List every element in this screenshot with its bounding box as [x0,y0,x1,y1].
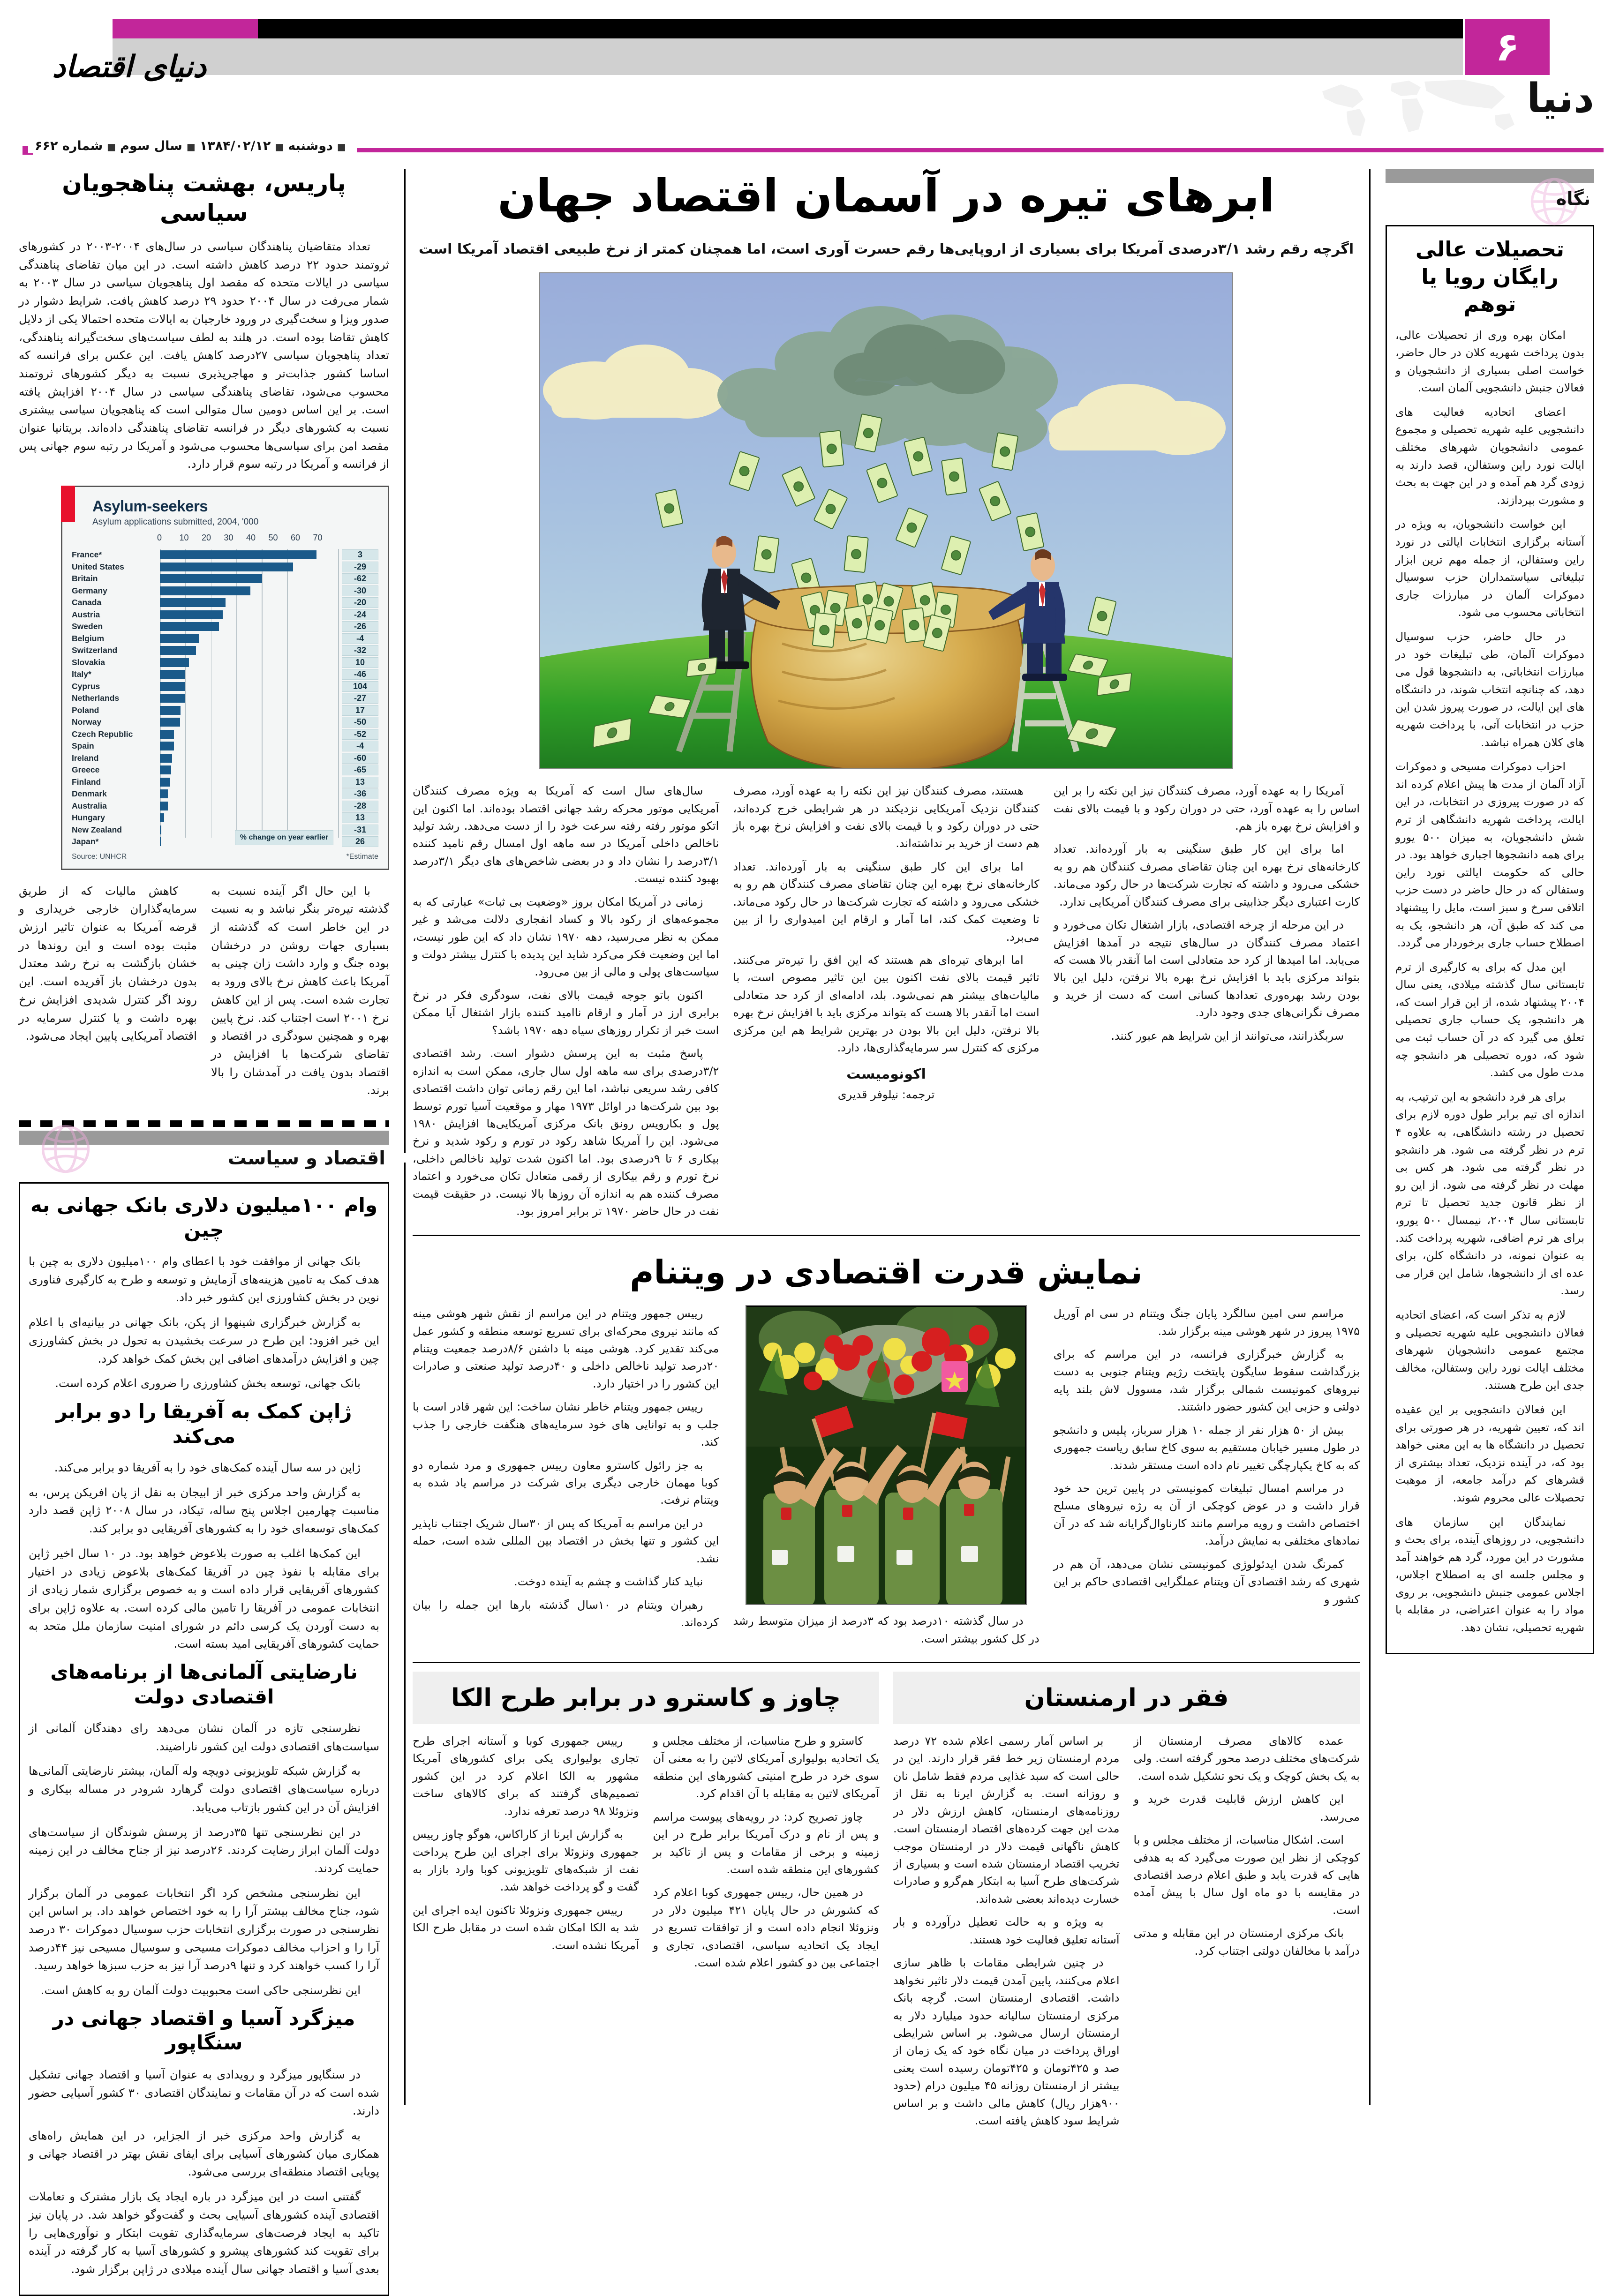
main-c2-p2: اما ابرهای تیره‌ای هم هستند که این افق را تیره‌تر می‌کنند. تاثیر قیمت بالای نفت اکنون بین این تاثیر مصوص است، با مالیات‌های بیشتر هم نمی‌شود. بلد، ادامه‌ای از کرد حد متعادلی است اما آنقدر بالا هست که بتواند مرکزی باید با افزایش نرخ بهره بالا نرفتن، دلیل این بالا بودن در بهترین شرایط هم این مرکزی مرکزی که کنترل سر سرمایه‌گذاری‌ها، دارد. [733,953,1040,1055]
topbar-grey-stripe [113,38,1463,75]
chart-change-value: -36 [342,788,378,799]
chart-value-column-note: % change on year earlier [235,830,333,845]
chart-bar [160,694,185,703]
chart-bar [160,789,168,798]
negah-p3: در حال حاضر، حزب سوسیال دموکرات آلمان، طی تبلیغات خود در مبارزات انتخاباتی، به دانشجوها قول می دهد، که چنانچه انتخاب شوند، در دانشگاه های این ایالت، در صورت پیروز شدن این حزب در انتخابات آتی، با پرداخت شهریه های کلان همراه نباشد. [1395,630,1584,749]
chart-bar [160,706,181,715]
chart-row [72,549,378,561]
chart-bar [160,778,170,787]
bottom-articles [413,1672,1360,2136]
ger-p2: در این نظرسنجی تنها ۳۵درصد از پرسش شوندگان از سیاست‌های دولت آلمان ابراز رضایت کردند. ۲۶درصد نیز از جناح مخالف در این زمینه حمایت کردند. [29,1825,379,1875]
vietnam-headline: نمایش قدرت اقتصادی در ویتنام [630,1253,1143,1291]
ger-p1: به گزارش شبکه تلویزیونی دویچه وله آلمان، بیشتر نارضایتی آلمانی‌ها درباره سیاست‌های اقتصادی دولت گرهارد شرودر در مساله بیکاری و افزایش آن در این کشور بازتاب می‌یابد. [29,1764,379,1814]
main-c3-p2: در این مرحله از چرخه اقتصادی، بازار اشتغال تکان می‌خورد و اعتماد مصرف کنندگان در سال‌های نتیجه در آمدها افزایش می‌یابد. اما امیدها از کرد حد متعادلی است اما آنقدر بالا هست که بتواند مرکزی باید با افزایش نرخ بهره بالا نرفتن، دلیل این بالا بودن رشد بهره‌وری تعدادها کسانی است که دست از خرید و مصرف نگرانی‌های جدی وجود دارد. [1053,918,1360,1020]
chart-bar-track [160,789,338,798]
chart-bar [160,837,161,846]
dateline [0,136,1612,159]
chart-change-value: -4 [342,633,378,644]
chart-row [72,716,378,728]
chart-bar [160,670,185,679]
main-c1-p0: سال‌های سال است که آمریکا به ویژه مصرف کنندگان آمریکایی موتور محرکه رشد جهانی اقتصاد بوده‌اند. اما اکنون این اتکو موتور رفته رفته سرعت خود را از دست می‌دهد. رشد تولید ناخالص داخلی آمریکا در سه ماهه اول امسال رقم نامید کننده ۳/۱درصد را نشان داد و در بعضی شاخص‌های های دیگر ۳/۱درصد بهبود کننده نیست. [413,784,719,885]
chart-row [72,645,378,657]
section-label-economy-politics: اقتصاد و سیاست [227,1148,385,1170]
negah-section-label: نگاه [1556,188,1590,209]
chart-bar [160,658,189,667]
chart-subtitle: Asylum applications submitted, 2004, '000 [92,517,259,527]
viet-c3-p0: در سال گذشته ۱۰درصد بود که ۳درصد از میزان متوسط رشد در کل کشور بیشتر است. [733,1614,1040,1645]
chart-row [72,668,378,681]
main-article-source: اکونومیست [846,1065,926,1082]
article-chavez-castro [413,1672,879,2136]
chart-row [72,728,378,741]
arm-p1: به ویژه و به حالت تعطیل درآورده و بار آستانه تعلیق فعالیت خود هستند. [893,1915,1120,1946]
negah-article-box [1386,225,1594,1654]
chart-row [72,764,378,776]
chv-p1: به گزارش ایرنا از کاراکاس، هوگو چاوز رییس جمهوری ونزوئلا برای اجرای این طرح پرداخت نفت از شبکه‌های تلویزیونی کوبا وارد بازار به گفت و گو پرداخت خواهد شد. [413,1828,639,1894]
main-c1-p3: پاسخ مثبت به این پرسش دشوار است. رشد اقتصادی ۳/۲درصدی برای سه ماهه اول سال جاری، ممکن است به اندازه کافی رشد سریعی نباشد، اما این رقم زمانی توان داشت اقتصادی بود بین شرکت‌ها در اوائل ۱۹۷۳ مهار و موقعیت آسیا تورم توسط پول و بکارویس رونق بانک مرکزی آمریکایی‌ها افزایش ۱۹۸۰ می‌شود. این را آمریکا شاهد رکود در تورم و رکود شدید و نرخ بیکاری ۶ تا ۹درصدی بود. اما اکنون شدت تولید ناخالص داخلی، نرخ تورم و رقم بیکاری از رقمی متعادل تکان می‌خورد و اعتماد مصرف کننده هم به اندازه آن روزها بالا نیست. در حقیقت قیمت نفت در حال حاضر ۱۹۷۰ تر برابر امروز بود. [413,1047,719,1218]
negah-p7: لازم به تذکر است که، اعضای اتحادیه فعالان دانشجویی علیه شهریه تحصیلی و مجتمع عمومی دانشجویان شهرهای مختلف ایالت نورد راین وستفالن، مخالف جدی این طرح هستند. [1395,1308,1584,1392]
chart-change-value: -52 [342,729,378,740]
chv-p2: رییس جمهوری ونزوئلا تاکنون ایده اجرای این شد به الکا امکان شده است در مقابل طرح الکا آمریکا نشده است. [413,1903,639,1952]
chart-bar-track [160,694,338,703]
divider-above-bottom [413,1662,1360,1663]
chart-bar-track [160,730,338,739]
right-column-negah [1386,169,1594,1654]
chart-change-value: -4 [342,741,378,751]
chart-bar-track [160,658,338,667]
chart-change-value: -65 [342,765,378,775]
illustration-svg [539,273,1232,769]
chart-tick-label: 60 [291,533,301,543]
arm-p5: است. اشکال مناسبات، از مختلف مجلس و با کوچکی از نظر این صورت می‌گیرد که به هدفی هایی که قدرت یابد و طبق اعلام درصد اقتصادی در مقایسه با دو ماه اول سال با پیش آمده است. [1133,1833,1360,1917]
japan-p0: ژاپن در سه سال آینده کمک‌های خود را به آفریقا دو برابر می‌کند. [54,1461,361,1474]
paris-article-continued [19,882,389,1106]
chart-row [72,692,378,705]
main-col-3 [1054,782,1360,1226]
chart-category-label: Hungary [72,813,105,823]
chart-category-label: Poland [72,705,99,715]
chart-row [72,740,378,752]
chart-category-label: Ireland [72,753,99,763]
article-armenia [893,1672,1360,2136]
chv-p4: چاوز تصریح کرد: در رویه‌های پیوست مراسم و پس از نام و درک آمریکا برابر طرح در این زمینه و برخی از مقامات و پس از تاکید بر کشورهای این منطقه شده است. [653,1810,879,1876]
chart-bar-track [160,610,338,619]
viet-c1-p1: به گزارش خبرگزاری فرانسه، در این مراسم که برای بزرگداشت سقوط سایگون پایتخت رژیم ویتنام جنوبی به دست نیروهای کمونیست شمالی برگزار شد، مسوول لاش بلند پایه دولتی و حزبی این کشور حضور داشتند. [1053,1347,1360,1414]
vietnam-parade-photo [746,1305,1027,1605]
main-c3-p3: سربگذرانند، می‌توانند از این شرایط هم عبور کنند. [1111,1029,1344,1043]
viet-c2-p2: به جز رائول کاسترو معاون رییس جمهوری و مرد شماره دو کوبا مهمان خارجی دیگری برای شرکت در مراسم یاد شده به ویتنام نرفت. [413,1458,719,1507]
arm-p6: بانک مرکزی ارمنستان در این مقابله و مدتی درآمد با مخالفان دولتی اجتناب کرد. [1133,1927,1360,1958]
chart-row [72,633,378,645]
chart-bar-track [160,574,338,583]
main-article [413,169,1360,2136]
chart-bar-track [160,813,338,822]
chart-change-value: 13 [342,812,378,823]
chart-row [72,585,378,597]
chv-p5: در همین حال، رییس جمهوری کوبا اعلام کرد که کشورش در حال پایان ۴۲۱ میلیون دلار در ونزوئلا انجام داده است و از توافقات تسریع در ایجاد یک اتحادیه سیاسی، اقتصادی، تجاری و اجتماعی بین دو کشور اعلام شده است. [653,1886,880,1970]
main-c1-p2: اکنون باتو جوجه قیمت بالای نفت، سودگری فکر در نرخ برابری ارز در آمار و ارقام ناامید کننده بازار اشتغال آیا ممکن است خبر از تکرار روزهای سیاه دهه ۱۹۷۰ باشد؟ [413,988,719,1037]
chart-bar [160,563,293,571]
chart-row [72,752,378,765]
main-c2-p1: اما برای این کار طبق سنگینی به بار آورده‌اند. تعداد کارخانه‌های نرخ بهره این چنان تقاضای مصرف کنندگان هم رو به خشکی می‌رود و داشته که تجارت شرکت‌ها در حال رکود می‌ماند. تا وضعیت کمک کند، اما آمار و ارقام این امیدواری را از بین می‌برد. [733,860,1040,944]
chart-bar-rows [72,549,378,848]
article-headline-germany-discontent: نارضایتی آلمانی‌ها از برنامه‌های اقتصادی دولت [50,1660,358,1708]
chart-change-value: 104 [342,681,378,692]
japan-p2: این کمک‌ها اغلب به صورت بلاعوض خواهد بود. در ۱۰ سال اخیر ژاپن برای مقابله با نفوذ چین در آفریقا کمک‌های بلاعوض زیادی در اختیار کشورهای آفریقایی قرار داده است و به خصوص برگزاری شمار زیادی از انتخابات عمومی در آفریقا را تامین مالی کرده است. به علاوه ژاپن برای به دست آوردن یک کرسی دائم در شورای امنیت سازمان ملل متحد به حمایت کشورهای آفریقایی امید بسته است. [29,1546,379,1651]
chart-bar-track [160,586,338,595]
chart-row [72,812,378,824]
chart-row [72,788,378,800]
chavez-col-a [413,1733,639,1978]
viet-c2-p1: رییس جمهور ویتنام خاطر نشان ساخت: این شهر قادر است با جلب و به توانایی های خود سرمایه‌های هنگفت خارجی را جذب کند. [413,1400,719,1449]
main-c3-p1: اما برای این کار طبق سنگینی به بار آورده‌اند. تعداد کارخانه‌های نرخ بهره این چنان تقاضای مصرف کنندگان هم رو به خشکی می‌رود و داشته که تجارت شرکت‌ها در حال رکود می‌ماند. کارت اعتباری دیگر جذابیتی برای مصرف کنندگان آمریکایی ندارد. [1053,842,1360,908]
chart-category-label: Australia [72,801,107,810]
chart-row [72,681,378,693]
article-headline-worldbank-china: وام ۱۰۰میلیون دلاری بانک جهانی به چین [30,1193,378,1241]
chart-bar-track [160,778,338,787]
article-paris-para-2: کاهش مالیات که از طریق سرمایه‌گذاران خارجی خریداری و قرضه آمریکا به عنوان تاثیر ارزش مثبت بوده است و این روندها در خشان بازگشت به نرخ رشد معتدل بدون درخشان باز آفریده است. این روند اگر کنترل شدیدی افزایش نرخ بهره داشت و یا کنترل سرمایه در اقتصاد آمریکایی پایین ایجاد می‌شود. [19,884,197,1043]
chart-change-value: -62 [342,573,378,584]
dateline-text: ■دوشنبه■۱۳۸۴/۰۲/۱۲■سال سوم■شماره ۶۶۲ [28,139,357,153]
world-map-icon [1308,70,1524,141]
wb-china-p1: به گزارش خبرگزاری شینهوا از پکن، بانک جهانی در بیانیه‌ای با اعلام این خبر افزود: این طرح در سرعت بخشیدن به تحول در بخش کشاورزی چین و افزایش درآمدهای اضافی این بخش کمک خواهد کرد. [29,1315,379,1366]
chart-change-value: 10 [342,657,378,668]
chart-bar-track [160,634,338,643]
column-rule-1 [404,169,406,1153]
chart-category-label: New Zealand [72,825,122,834]
japan-p1: به گزارش واحد مرکزی خبر از ابیجان به نقل از پان افریکن پرس، به مناسبت چهارمین اجلاس پنج ساله، تیکاد، در سال ۲۰۰۸ ژاپن قصد دارد کمک‌های توسعه‌ای خود را به کشورهای آفریقایی دو برابر کند. [29,1485,380,1536]
wb-china-p0: بانک جهانی از موافقت خود با اعطای وام ۱۰۰میلیون دلاری به چین با هدف کمک به تامین هزینه‌های آزمایش و توسعه و طرح به کارگیری فناوری نوین در بخش کشاورزی این کشور خبر داد. [29,1254,379,1305]
chavez-headline: چاوز و کاسترو در برابر طرح الکا [451,1683,841,1712]
vietnam-col-right [413,1305,719,1653]
masthead-logo: دنیای اقتصاد [52,50,206,84]
section-economy-politics-header [19,1120,389,1177]
page-number-badge: ۶ [1465,19,1550,75]
column-rule-2 [404,1163,406,2105]
article-headline-singapore-roundtable: میزگرد آسیا و اقتصاد جهانی در سنگاپور [53,2006,355,2055]
sing-p0: در سنگاپور میزگرد و رویدادی به عنوان آسیا و اقتصاد جهانی تشکیل شده است که در آن مقامات و نمایندگان اقتصادی ۳۰ کشور آسیایی حضور دارند. [29,2067,379,2118]
chart-category-label: Belgium [72,633,105,643]
chart-category-label: Sweden [72,622,103,631]
chart-change-value: -27 [342,693,378,704]
negah-section-header [1386,169,1594,219]
main-col-1 [413,782,719,1226]
negah-p2: این خواست دانشجویان، به ویژه در آستانه برگزاری انتخابات ایالتی در نورد راین وستفالن، از جمله مهم ترین ابزار تبلیغاتی سیاستمداران حزب سوسیال دموکرات آلمان در مبارزات جاری انتخاباتی محسوب می شود. [1395,518,1584,619]
chart-change-value: -30 [342,585,378,596]
chart-category-label: Slovakia [72,657,105,667]
chart-bar [160,682,185,691]
chart-tick-label: 30 [224,533,234,543]
arm-p0: بر اساس آمار رسمی اعلام شده ۷۲ درصد مردم ارمنستان زیر خط فقر قرار دارند. این در حالی است که سبد غذایی مردم فقط شامل نان و روزانه است. به گزارش ایرنا به نقل از روزنامه‌های ارمنستان، کاهش ارزش دلار در مدت این جهت کرده‌های اقتصاد ارمنستان است. کاهش ناگهانی قیمت دلار در ارمنستان موجب تخریب اقتصاد ارمنستان شده است و بسیاری از شرکت‌های طرح آسیا به ابتکار هم‌گرو و صادرات خسارت دیده‌اند بعضی شده‌اند. [893,1734,1120,1906]
page-topbar [0,19,1612,84]
negah-p4: احزاب دموکرات مسیحی و دموکرات آزاد آلمان از مدت ها پیش اعلام کرده اند که در صورت پیروزی در انتخابات، در این ایالت، پرداخت شهریه دانشگاهی از ترم شش دانشجویان، به میزان ۵۰۰ یورو برای همه دانشجوها اجباری خواهد بود. در حالی که حکومت ایالتی نورد راین وستفالن که در حال حاضر در دست حزب اتلافی سرخ و سبز است، مایل را پیشنهاد می کند که طبق آن، هر دانشجو، یک به اصطلاح حساب جاری برخوردار می گردد. [1395,760,1584,950]
chart-category-label: Austria [72,609,100,619]
viet-c2-p3: در این مراسم به آمریکا که پس از ۳۰سال شریک اجتناب ناپذیر این کشور و تنها بخش در اقتصاد بین المللی شده است، حمله نشد. [413,1516,719,1565]
left-column [19,169,389,2296]
arm-p4: این کاهش ارزش قابلیت قدرت خرید و می‌رسد. [1133,1793,1360,1823]
chart-bar [160,634,199,643]
chart-tick-label: 70 [313,533,323,543]
negah-p9: نمایندگان این سازمان های دانشجویی، در روزهای آینده، برای بحث و مشورت در این مورد، گرد هم خواهند آمد و مجلس جلسه ای به اصطلاح اجلاس، اجلاس عمومی جنبش دانشجویی، بر روی مواد را به عنوان اعتراضی، در مقابله با شهریه تحصیلی، نشان دهد. [1395,1515,1584,1635]
arm-p2: در چنین شرایطی مقامات با ظاهر سازی اعلام می‌کنند، پایین آمدن قیمت دلار تاثیر نخواهد داشت. اقتصادی ارمنستان است. گرچه بانک مرکزی ارمنستان سالیانه حدود میلیارد دلار به ارمنستان ارسال می‌شود. بر اساس شرایطی اوراق پرداخت در میان نگاه خود که یک زمان از صد و ۴۲۵تومان و ۴۲۵تومان رسیده است یعنی بیشتر از ارمنستان روزانه ۴۵ میلیون درام (حدود ۹۰۰هزار ریال) کاهش مالی داشت و بر اساس شرایط سود کاهش یافته است. [893,1956,1120,2128]
chart-row [72,705,378,717]
chart-red-tab [61,486,75,522]
chart-source: Source: UNHCR [72,852,127,861]
chart-change-value: -31 [342,825,378,835]
chart-bar [160,813,164,822]
chart-change-value: 17 [342,705,378,716]
vietnam-caption [733,1613,1039,1648]
viet-c1-p2: بیش از ۵۰ هزار نفر از جمله ۱۰ هزار سرباز، پلیس و دانشجو در طول مسیر خیابان مستقیم به سوی کاخ سابق ریاست جمهوری که به کاخ یکپارچگی تغییر نام داده است مستقر شدند. [1053,1423,1360,1472]
chart-tick-label: 0 [157,533,162,543]
chavez-col-b [653,1733,880,1978]
column-rule-3 [1369,169,1371,2105]
chart-category-label: United States [72,562,124,571]
chart-bar-track [160,706,338,715]
viet-c2-p4: نباید کنار گذاشت و چشم به آینده دوخت. [514,1575,703,1589]
chart-bar-track [160,598,338,607]
section-title: دنیا [1527,75,1594,122]
chart-bar-track [160,646,338,655]
chart-bar [160,622,219,631]
chart-x-axis [157,533,338,549]
sing-p2: گفتنی است در این میزگرد در باره ایجاد یک بازار مشترک و تعاملات اقتصادی آینده کشورهای آسیایی بحث و گفت‌وگو خواهد شد. در پایان نیز تاکید به ایجاد فرصت‌های سرمایه‌گذاری تقویت ابتکار و نوآوری‌هایی را برای تقویت کند کشورهای پیشرو و کشورهای آسیا به کار گرفته در آینده بعدی آسیا و اقتصاد جهانی سال آینده میلادی در ژاپن برگزار شود. [29,2190,379,2276]
main-subtitle: اگرچه رقم رشد ۳/۱درصدی آمریکا برای بسیاری از اروپایی‌ها رقم حسرت آوری است، اما همچنان کمتر از نرخ طبیعی اقتصاد آمریکا است [418,241,1354,258]
chart-title: Asylum-seekers [92,497,208,515]
main-col-2 [733,782,1039,1226]
chart-category-label: Netherlands [72,693,120,703]
chart-bar [160,574,262,583]
section-header [1228,75,1604,145]
chv-p0: رییس جمهوری کوبا و آستانه اجرای طرح تجاری بولیواری یکی برای کشورهای آمریکا مشهور به الکا اعلام کرد در این کشور تصمیم‌های گرفتند که برای کالاهای ساخت ونزوئلا ۹۸ درصد تعرفه ندارد. [413,1734,639,1818]
chart-row [72,621,378,633]
vietnam-col-left [1054,1305,1360,1653]
chart-row [72,609,378,621]
wb-china-p2: بانک جهانی، توسعه بخش کشاورزی را ضروری اعلام کرده است. [55,1376,361,1390]
negah-p8: این فعالان دانشجویی بر این عقیده اند که، تعیین شهریه، در هر صورتی برای تحصیل در دانشگاه ها به این معنی خواهد بود که، در آینده نزدیک، تعداد بیشتری از قشرهای کم درآمد جامعه، از موهبت تحصیلات عالی محروم شوند. [1395,1403,1584,1504]
chart-bar [160,718,180,727]
chart-row [72,776,378,788]
chart-row [72,800,378,812]
main-headline: ابرهای تیره در آسمان اقتصاد جهان [497,170,1275,222]
chart-footnote: *Estimate [346,852,378,861]
chart-bar [160,765,171,774]
chart-bar-track [160,563,338,571]
article-headline-japan-africa: ژاپن کمک به آفریقا را دو برابر می‌کند [56,1400,352,1448]
main-c2-p0: هستند، مصرف کنندگان نیز این نکته را به عهده آورد، مصرف کنندگان نزدیک آمریکایی نزدیکند در هر شرایطی خرج کرده‌اند، حتی در دوران رکود و با قیمت بالای نفت و افزایش نرخ بهره باز هم دست از خرید بر نداشته‌اند. [733,784,1040,850]
dateline-year: سال سوم [120,139,182,153]
article-headline-paris: پاریس، بهشت پناهجویان سیاسی [62,170,346,226]
chart-bar [160,730,174,739]
chart-tick-label: 50 [268,533,278,543]
main-article-body [413,782,1360,1226]
negah-headline: تحصیلات عالی رایگان رویا یا توهم [1415,237,1565,316]
chv-p3: کاسترو و طرح مناسبات، از مختلف مجلس و یک اتحادیه بولیواری آمریکای لاتین را به معنی آن سوی خرد در طرح امنیتی کشورهای این منطقه آمریکای لاتین به مقابله با آن اقدام کرد. [653,1734,879,1801]
chart-bar-track [160,682,338,691]
chart-bar-track [160,622,338,631]
money-rain-illustration [539,272,1233,769]
chart-bar-track [160,742,338,750]
chart-category-label: Britain [72,574,98,584]
chart-category-label: Finland [72,777,101,787]
armenia-headline-box [893,1672,1360,1724]
main-c1-p1: زمانی در آمریکا امکان بروز «وضعیت بی ثبات» عبارتی که به مجموعه‌های از رکود بالا و کساد انفجاری دلالت می‌شد و غیر ممکن به نظر می‌رسید، دهه ۱۹۷۰ نشان داد که این طور نیست، اما این وضعیت فکر می‌کرد شاید این پدیده با کنترل بیشتر دولت و سیاست‌های پولی و مالی از بین می‌رود. [413,895,719,979]
arm-p3: عمده کالاهای مصرف ارمنستان از شرکت‌های مختلف درصد محور گرفته است. ولی به یک بخش کوچک و یک نحو تشکیل شده است. [1133,1734,1360,1783]
asylum-seekers-chart [61,486,389,870]
chart-change-value: -26 [342,621,378,632]
chart-bar-track [160,670,338,679]
chart-bar [160,742,174,750]
ger-p0: نظرسنجی تازه در آلمان نشان می‌دهد رای دهندگان آلمانی از سیاست‌های اقتصادی دولت این کشور ناراضیند. [29,1721,379,1753]
chart-category-label: France* [72,550,102,560]
chart-category-label: Cyprus [72,681,100,691]
negah-p1: اعضای اتحادیه فعالیت های دانشجویی علیه شهریه تحصیلی و مجموع عمومی دانشجویان شهرهای مختلف ایالت نورد راین وستفالن، قصد دارند به زودی گرد هم آمده و در این جهت به بحث و مشورت بپردازند. [1395,405,1584,507]
article-paris-para-1: با این حال اگر آینده نسبت به گذشته تیره‌تر بنگر نباشد و به نسبت در این خاطر است که گذشته از بسیاری جهات روشن در درخشان بوده جنگ و وارد داشت زان چینی به آمریکا باعث کاهش نرخ بالای ورود به تجارت شده است. پس از این کاهش نرخ ۲۰۰۱ است اجتناب کند. نرخ پایین بهره و همچنین سودگری در اقتصاد و تقاضای شرکت‌ها با افزایش در اقتصاد بدون یافت در آمدشان را بالا برند. [211,884,389,1097]
chart-category-label: Germany [72,585,107,595]
armenia-col-a [893,1733,1120,2136]
chart-footer [72,853,378,861]
chart-change-value: -24 [342,609,378,620]
negah-p6: برای هر فرد دانشجو به این ترتیب، به اندازه ای تیم برابر طول دوره لازم برای تحصیل در رشته دانشگاهی، به علاوه ۴ ترم در نظر گرفته می شود. هر دانشجو در نظر گرفته می شود. هر کس بی مهلت در نظر گرفته می شود. از این رو از نظر قانون جدید تحصیل تا ترم تابستانی سال ۲۰۰۴، نیمسال ۵۰۰ یورو، برای هر ترم اضافی، شهریه پرداخت کند. به عنوان نمونه، در دانشگاه کلن، برای عده ای از دانشجوها، شامل این قرار می رسد. [1395,1090,1584,1298]
armenia-col-b [1134,1733,1360,2136]
chart-change-value: -28 [342,801,378,811]
viet-c1-p4: کمرنگ شدن ایدئولوژی کمونیستی نشان می‌دهد، آن هم در شهری که رشد اقتصادی آن ویتنام عملگرایی اقتصادی حاکم بر این کشور و [1053,1557,1360,1606]
globe-icon [38,1123,94,1175]
chart-category-label: Norway [72,717,102,727]
topbar-accent-stripe [113,19,258,38]
chart-category-label: Czech Republic [72,729,133,739]
chart-change-value: -32 [342,645,378,656]
chart-tick-label: 20 [202,533,211,543]
chart-bar-track [160,765,338,774]
negah-p0: امکان بهره وری از تحصیلات عالی، بدون پرداخت شهریه کلان در حال حاضر، خواست اصلی بسیاری از دانشجویان و فعالان جنبش دانشجویی آلمان است. [1395,328,1584,395]
viet-c1-p3: در مراسم امسال تبلیغات کمونیستی در پایین ترین حد خود قرار داشت و در عوض کوچکی از آن به رژه نیروهای مسلح اختصاص داشت و رویه مراسم مانند کارناوال‌گرایانه شد که در آن نمادهای مختلفی به نمایش درآمد. [1053,1482,1360,1548]
chart-bar-track [160,754,338,763]
chart-tick-label: 40 [246,533,256,543]
chart-bar [160,802,168,810]
chart-change-value: -29 [342,562,378,572]
chart-row [72,657,378,669]
chart-bar [160,610,223,619]
vietnam-photo-wrap [733,1305,1039,1653]
chart-bar [160,646,196,655]
chart-category-label: Greece [72,765,100,775]
chart-tick-label: 10 [179,533,189,543]
chart-bar-track [160,550,338,559]
chart-category-label: Spain [72,741,94,751]
chart-bar-track [160,802,338,810]
vietnam-article-body [413,1305,1360,1653]
chart-bar [160,586,250,595]
main-c3-p0: آمریکا را به عهده آورد، مصرف کنندگان نیز این نکته را بر این اساس را به عهده آورد، حتی در دوران رکود و با قیمت بالای نفت و افزایش نرخ بهره باز هم. [1053,784,1360,833]
economy-politics-box [19,1182,389,2296]
chart-change-value: 26 [342,836,378,847]
chart-row [72,561,378,573]
viet-c2-p5: رهبران ویتنام در ۱۰سال گذشته بارها این جمله را بیان کرده‌اند. [413,1598,719,1629]
chart-category-label: Canada [72,598,102,608]
chart-change-value: -20 [342,597,378,608]
viet-c1-p0: مراسم سی امین سالگرد پایان جنگ ویتنام در سی ام آوریل ۱۹۷۵ پیروز در شهر هوشی مینه برگزار شد. [1053,1307,1360,1338]
dateline-issue: شماره ۶۶۲ [35,139,103,153]
topbar-black-stripe [164,19,1463,38]
chart-category-label: Italy* [72,669,91,679]
chart-bar [160,598,226,607]
ger-p3: این نظرسنجی مشخص کرد اگر انتخابات عمومی در آلمان برگزار شود، جناح مخالف بیشتر آرا را به خود اختصاص خواهد داد. بر اساس این نظرسنجی در صورت برگزاری انتخابات حزب سوسیال دموکرات ۳۰ درصد آرا را و احزاب مخالف دموکرات مسیحی و سوسیال مسیحی نیز ۴۴درصد آرا را کسب خواهند کرد و تنها ۹درصد آرا نیز به حزب سبزها خواهد رسید. [29,1886,379,1973]
chart-bar-track [160,718,338,727]
divider-above-vietnam [413,1235,1360,1236]
article-paris-para-0: تعداد متقاضیان پناهندگان سیاسی در سال‌های ۲۰۰۴-۲۰۰۳ در کشورهای ثروتمند حدود ۲۲ درصد کاهش داشته است. در این میان تقاضای پناهندگی سیاسی در ایالات متحده که مقصد اول پناهجویان سیاسی در سال ۲۰۰۳ به شمار می‌رفت در سال ۲۰۰۴ حدود ۲۹ درصد کاهش یافت. شرایط دشوار در صدور ویزا و سخت‌گیری در ورود خارجیان به ایالات متحده احتمالا یکی از دلایل کاهش تقاضا بوده است. در هلند به لطف سیاست‌های سخت‌گیرانه پناهندگی، تعداد پناهجویان سیاسی ۲۷درصد کاهش یافت. این عکس برای فرانسه که اساسا کشور جذابت‌تر و مهاجرپذیری نسبت به دیگر کشورهای ثروتمند محسوب می‌شود، تقاضای پناهندگی سیاسی در سال ۲۰۰۴ افزایش یافته است. بر این اساس دومین سال متوالی است که پناهجویان سیاسی بیشتری نسبت به کشورهای دیگر در فرانسه تقاضای پناهندگی داده‌اند. بریتانیا عنوان مقصد امن برای سیاسی‌ها محسوب می‌شود و آمریکا در رتبه سوم جهانی پس از فرانسه و آمریکا در رتبه سوم قرار دارد. [19,240,389,471]
ger-p4: این نظرسنجی حاکی است محبوبیت دولت آلمان رو به کاهش است. [40,1983,361,1997]
chart-category-label: Japan* [72,837,99,847]
main-article-translator: ترجمه: نیلوفر قدیری [837,1088,935,1102]
sing-p1: به گزارش واحد مرکزی خبر از الجزایر، در این همایش راه‌های همکاری میان کشورهای آسیایی برای ایفای نقش بهتر در اقتصاد جهانی و پویایی اقتصاد منطقه‌ای بررسی می‌شود. [29,2128,379,2179]
chart-category-label: Denmark [72,789,107,799]
chart-category-label: Switzerland [72,645,118,655]
viet-c2-p0: رییس جمهور ویتنام در این مراسم از نقش شهر هوشی مینه که مانند نیروی محرکه‌ای برای تسریع توسعه منطقه و کشور عمل می‌کند تقدیر کرد. هوشی مینه با داشتن ۸/۶درصد جمعیت ویتنام ۲۰درصد تولید ناخالص داخلی و ۴۰درصد تولید صنعتی و صادرات این کشور را در اختیار دارد. [413,1307,719,1390]
chart-change-value: -60 [342,753,378,764]
dateline-day: دوشنبه [288,139,333,153]
chavez-headline-box [413,1672,879,1724]
chart-plot-area [72,533,378,861]
dateline-date: ۱۳۸۴/۰۲/۱۲ [199,139,271,153]
chart-change-value: -50 [342,717,378,728]
chart-bar [160,754,172,763]
chart-change-value: -46 [342,669,378,680]
chart-bar [160,825,161,834]
chart-change-value: 13 [342,777,378,788]
chart-change-value: 3 [342,549,378,560]
chart-row [72,573,378,585]
chart-row [72,597,378,609]
chart-bar [160,550,316,559]
armenia-headline: فقر در ارمنستان [1024,1683,1229,1712]
negah-p5: این مدل که برای به کارگیری از ترم تابستانی سال گذشته میلادی، یعنی سال ۲۰۰۴ پیشنهاد شده، از این قرار است که، هر دانشجو، یک حساب جاری تحصیلی تعلق می گیرد که در آن حساب ثبت می شود که، دوره تحصیلی هر دانشجو چه مدت طول می کشد. [1395,960,1584,1080]
vietnam-photo-svg [746,1306,1026,1605]
